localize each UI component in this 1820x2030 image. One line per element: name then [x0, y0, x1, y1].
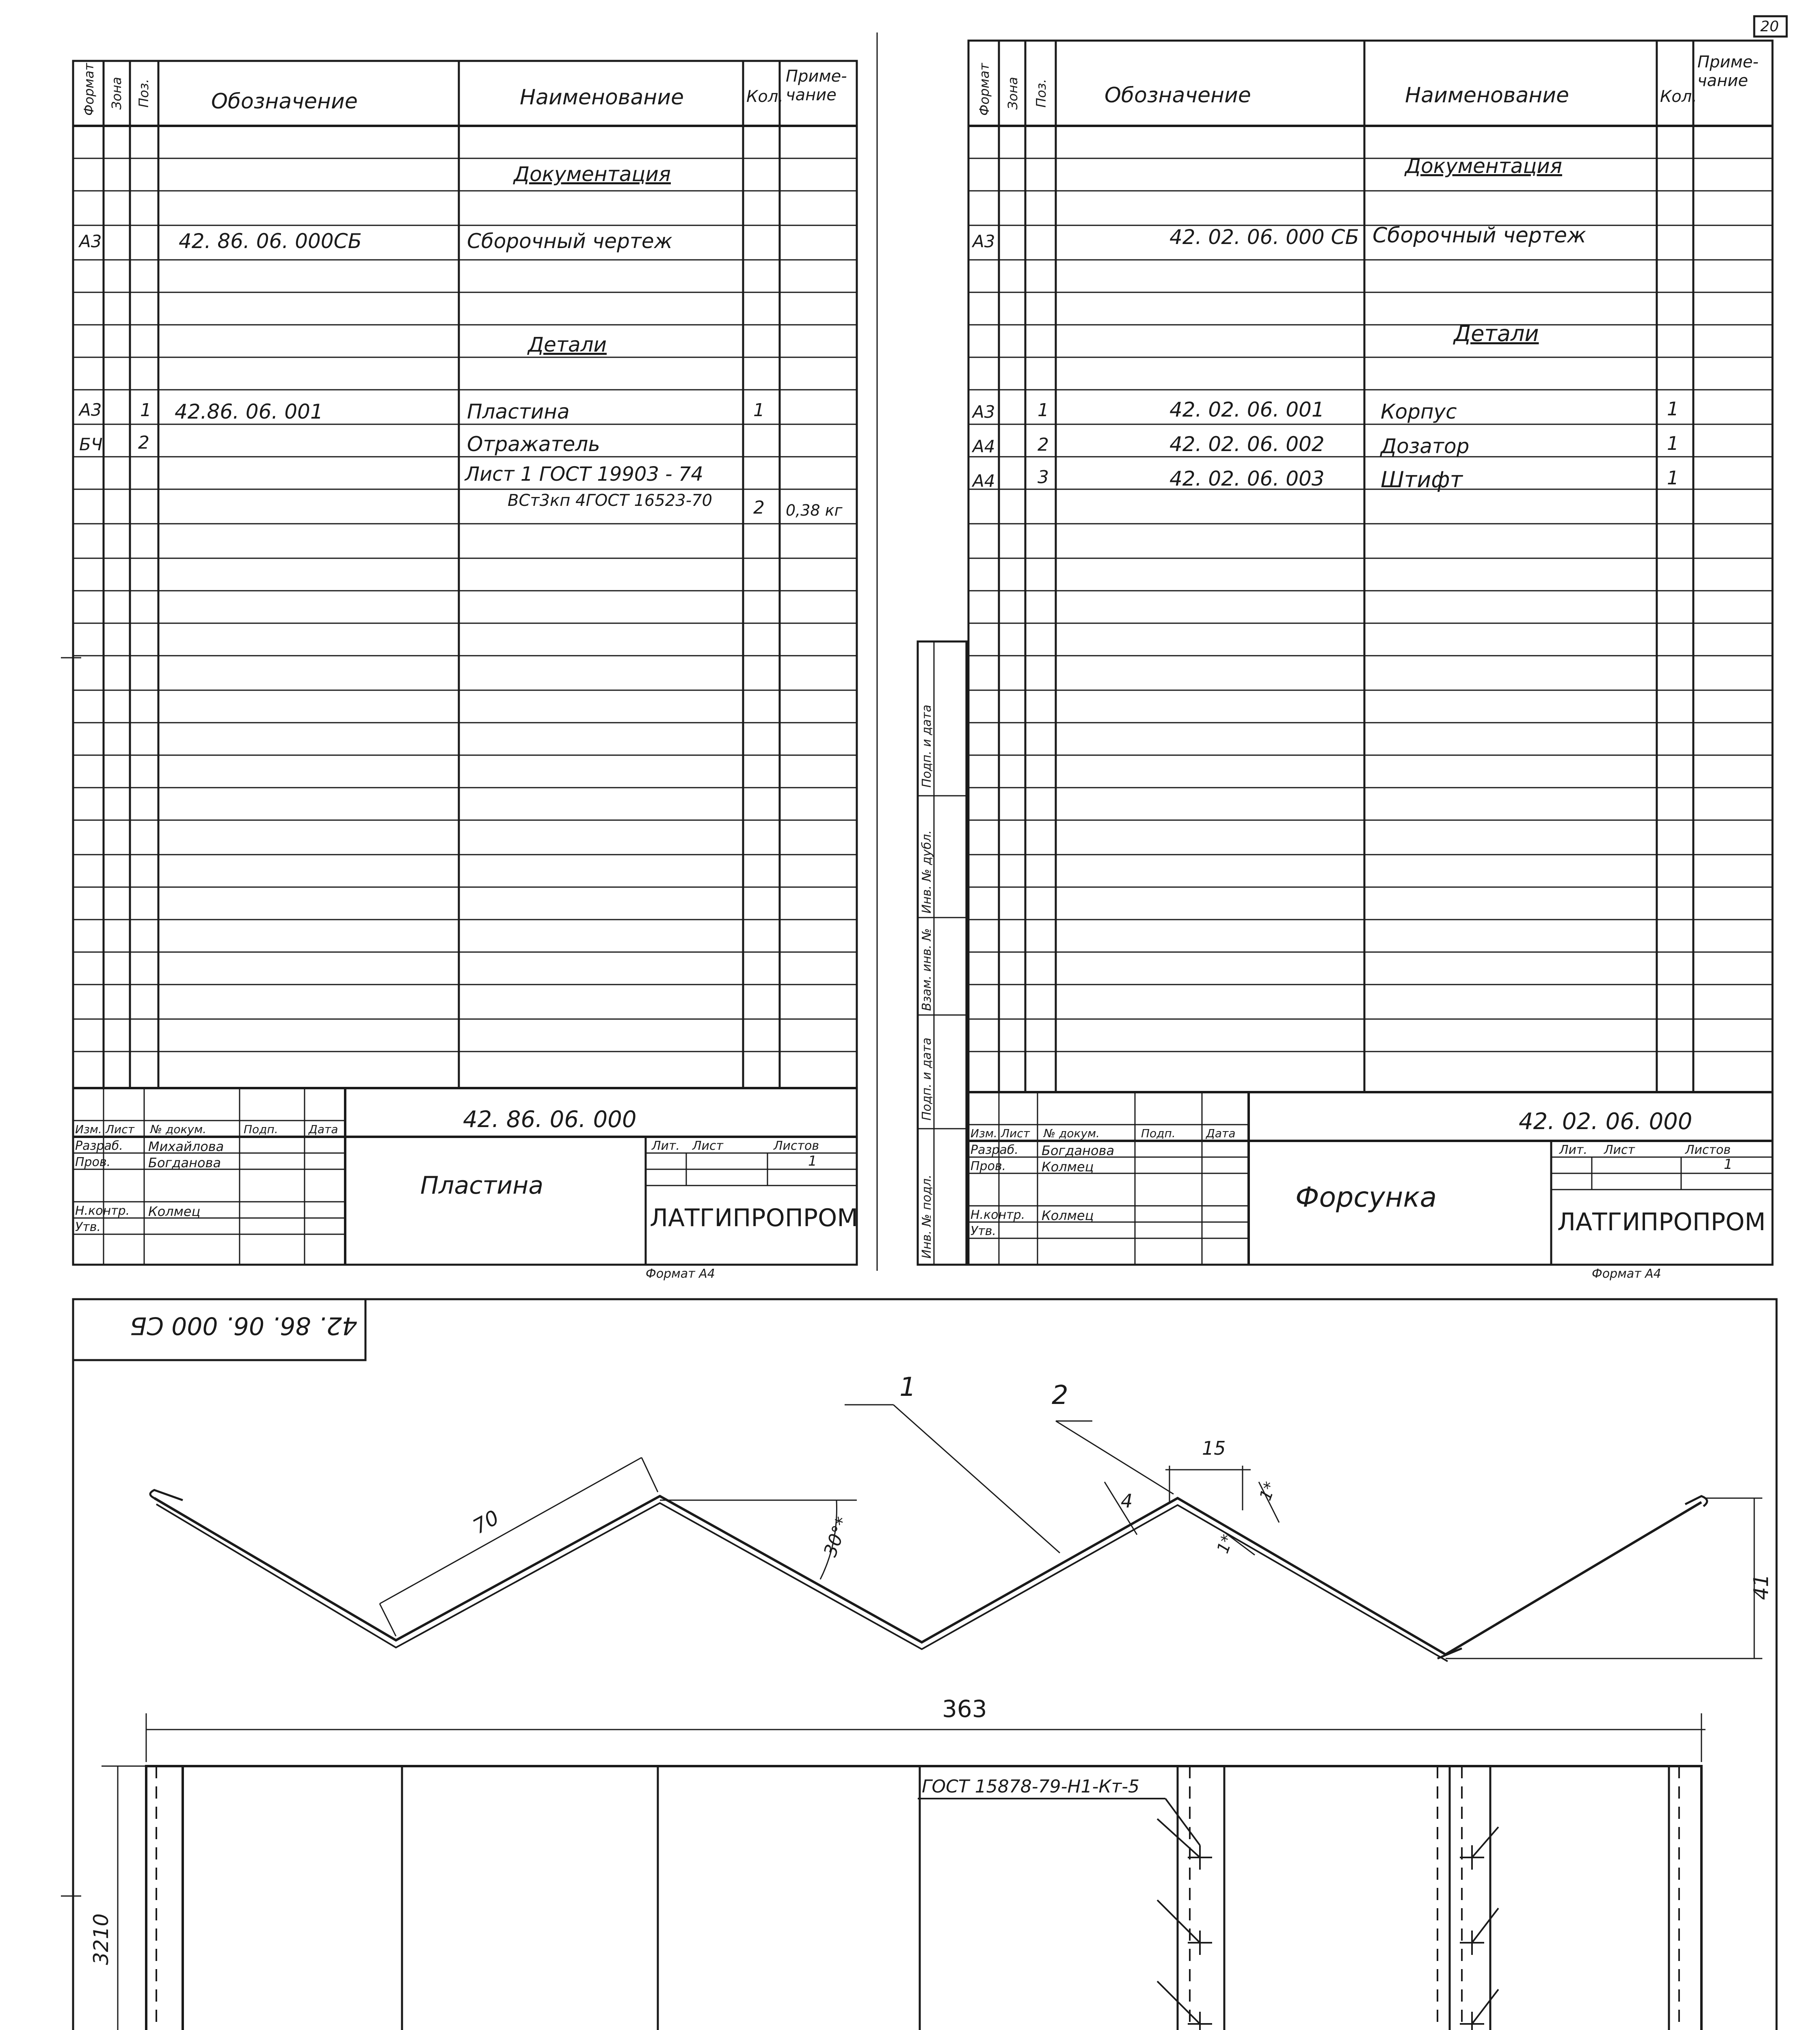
sheet-number: 20 [1760, 18, 1779, 35]
tb-right-razrab: Богданова [1042, 1143, 1115, 1158]
tb-left-utv-label: Утв. [75, 1220, 101, 1234]
right-hdr-designation: Обозначение [1105, 83, 1251, 108]
tb-right-prov: Колмец [1042, 1159, 1094, 1175]
tb-right-nkontr-label: Н.контр. [971, 1208, 1025, 1222]
right-row-pos: 1 [1038, 400, 1049, 421]
left-row2-qty: 2 [753, 497, 765, 518]
left-row2-format: БЧ [79, 434, 103, 454]
left-row2-note: 0,38 кг [786, 501, 843, 519]
tb-left-hdr-izm: Изм. [75, 1123, 102, 1136]
right-hdr-zone: Зона [1005, 77, 1020, 110]
right-row-designation: 42. 02. 06. 001 [1169, 398, 1325, 421]
tb-right-list-label: Лист [1604, 1143, 1635, 1157]
left-hdr-pos: Поз. [136, 79, 151, 108]
dim-30-deg: 30°* [819, 1514, 854, 1560]
right-section-docs: Документация [1405, 154, 1562, 178]
tb-right-hdr-list: Лист [1001, 1127, 1030, 1140]
tb-right-hdr-date: Дата [1206, 1127, 1236, 1140]
tb-right-nkontr: Колмец [1042, 1208, 1094, 1223]
right-row-pos: 2 [1038, 434, 1049, 455]
right-row-qty: 1 [1667, 467, 1679, 489]
right-hdr-qty: Кол. [1660, 87, 1697, 106]
callout-2: 2 [1052, 1380, 1068, 1410]
right-row-format: А4 [973, 471, 995, 491]
right-hdr-format: Формат [977, 63, 992, 116]
tb-left-razrab: Михайлова [148, 1139, 224, 1154]
stamp-code-inverted: 42. 86. 06. 000 СБ [130, 1311, 358, 1340]
dim-15: 15 [1202, 1437, 1226, 1459]
tb-left-prov-label: Пров. [75, 1155, 111, 1169]
right-hdr-pos: Поз. [1033, 79, 1049, 108]
tb-left-hdr-list: Лист [106, 1123, 134, 1136]
left-hdr-name: Наименование [520, 85, 684, 110]
tb-left-hdr-doc: № докум. [150, 1123, 207, 1136]
left-row2-pos: 2 [138, 432, 149, 453]
left-row1-format: А3 [79, 400, 102, 420]
left-row1-pos: 1 [140, 400, 151, 421]
tb-left-prov: Богданова [148, 1155, 221, 1170]
left-row2-material-b: ВСт3кп 4ГОСТ 16523-70 [508, 491, 713, 510]
tb-left-hdr-sign: Подп. [244, 1123, 278, 1136]
tb-left-razrab-label: Разраб. [75, 1139, 123, 1153]
tb-left-org: ЛАТГИПРОПРОМ [650, 1204, 858, 1232]
left-hdr-zone: Зона [109, 77, 124, 110]
right-row-assembly-format: А3 [973, 231, 995, 251]
left-hdr-designation: Обозначение [211, 89, 358, 114]
right-row-format: А3 [973, 402, 995, 422]
tb-right-org: ЛАТГИПРОПРОМ [1557, 1208, 1766, 1236]
right-row-assembly-designation: 42. 02. 06. 000 СБ [1169, 225, 1359, 249]
tb-right-listov-label: Листов [1685, 1143, 1731, 1157]
tb-left-hdr-date: Дата [309, 1123, 338, 1136]
left-hdr-format: Формат [81, 63, 97, 116]
right-section-parts: Детали [1454, 321, 1539, 346]
tb-left-nkontr-label: Н.контр. [75, 1204, 130, 1218]
right-hdr-note: Приме-чание [1697, 53, 1759, 90]
tb-left-listov-label: Листов [774, 1139, 819, 1153]
side-stamp-podp-data-2: Подп. и дата [920, 704, 934, 788]
side-stamp-inv-dubl: Инв. № дубл. [920, 830, 934, 914]
tb-right-razrab-label: Разраб. [971, 1143, 1018, 1157]
left-row2-material-a: Лист 1 ГОСТ 19903 - 74 [465, 463, 703, 486]
dim-4: 4 [1121, 1490, 1133, 1512]
right-row-assembly-name: Сборочный чертеж [1373, 223, 1586, 248]
left-row-assembly-designation: 42. 86. 06. 000СБ [179, 229, 362, 253]
left-row1-qty: 1 [753, 400, 765, 421]
tb-left-code: 42. 86. 06. 000 [463, 1106, 637, 1133]
dim-1a: 1* [1256, 1479, 1280, 1503]
tb-right-hdr-doc: № докум. [1044, 1127, 1100, 1140]
tb-left-name: Пластина [420, 1171, 544, 1200]
dim-1b: 1* [1213, 1532, 1238, 1556]
right-row-pos: 3 [1038, 467, 1049, 488]
tb-right-lit-label: Лит. [1559, 1143, 1588, 1157]
tb-right-code: 42. 02. 06. 000 [1519, 1108, 1692, 1135]
right-row-qty: 1 [1667, 398, 1679, 420]
left-row-assembly-name: Сборочный чертеж [467, 229, 672, 253]
tb-left-lit-label: Лит. [652, 1139, 680, 1153]
tb-left-nkontr: Колмец [148, 1204, 201, 1219]
right-row-format: А4 [973, 436, 995, 456]
side-stamp-inv-podl: Инв. № подл. [920, 1175, 934, 1259]
callout-1: 1 [899, 1372, 916, 1402]
left-row-assembly-format: А3 [79, 231, 102, 251]
tb-right-listov: 1 [1724, 1156, 1733, 1173]
dim-41: 41 [1749, 1574, 1773, 1600]
left-row1-name: Пластина [467, 400, 570, 423]
tb-right-prov-label: Пров. [971, 1159, 1006, 1173]
left-section-docs: Документация [514, 162, 671, 186]
right-row-designation: 42. 02. 06. 002 [1169, 432, 1325, 456]
tb-right-hdr-sign: Подп. [1141, 1127, 1176, 1140]
right-hdr-name: Наименование [1405, 83, 1569, 108]
right-row-name: Дозатор [1381, 434, 1470, 458]
left-row1-designation: 42.86. 06. 001 [175, 400, 323, 423]
right-row-name: Корпус [1381, 400, 1457, 423]
tb-left-format: Формат А4 [646, 1267, 715, 1281]
tb-right-hdr-izm: Изм. [971, 1127, 997, 1140]
right-row-name: Штифт [1381, 467, 1463, 492]
right-row-qty: 1 [1667, 432, 1679, 454]
side-stamp-podp-data-1: Подп. и дата [920, 1037, 934, 1121]
left-hdr-note: Приме-чание [786, 67, 847, 104]
tb-right-utv-label: Утв. [971, 1224, 996, 1238]
dim-70: 70 [469, 1505, 503, 1539]
tb-right-name: Форсунка [1295, 1181, 1437, 1214]
tb-left-list-label: Лист [692, 1139, 724, 1153]
tb-left-listov: 1 [808, 1153, 817, 1169]
left-hdr-qty: Кол. [746, 87, 784, 106]
dim-3210: 3210 [89, 1913, 113, 1965]
left-section-parts: Детали [528, 333, 607, 356]
weld-note: ГОСТ 15878-79-Н1-Кт-5 [922, 1776, 1140, 1797]
dim-363: 363 [942, 1695, 987, 1723]
side-stamp-vzam-inv: Взам. инв. № [920, 928, 934, 1011]
right-row-designation: 42. 02. 06. 003 [1169, 467, 1325, 490]
left-row2-name: Отражатель [467, 432, 600, 456]
tb-right-format: Формат А4 [1592, 1267, 1661, 1281]
